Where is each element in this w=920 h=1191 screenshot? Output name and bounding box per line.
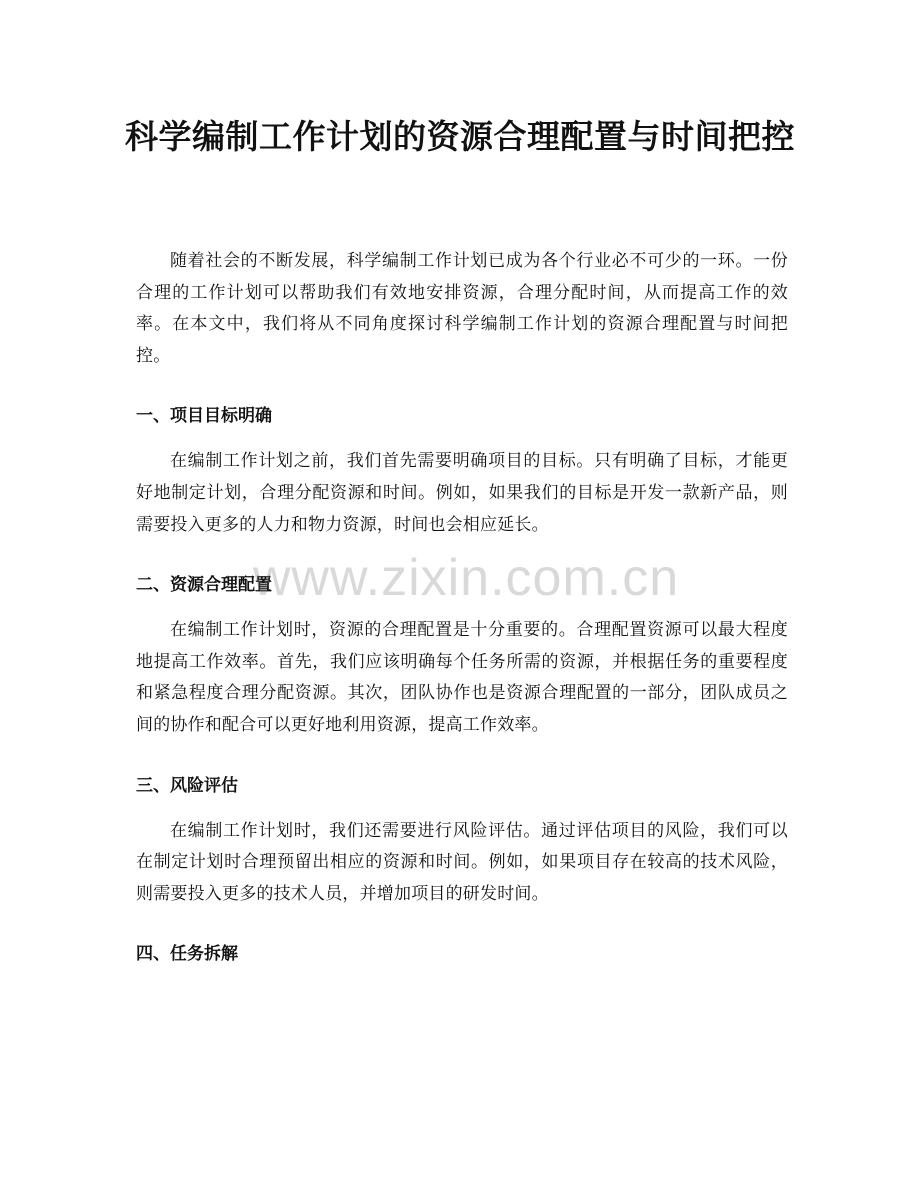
section-body-goal: 在编制工作计划之前，我们首先需要明确项目的目标。只有明确了目标，才能更好地制定计划，合理分配资源和时间。例如，如果我们的目标是开发一款新产品，则需要投入更多的人力和物力资源，时间也会相应延长。: [136, 451, 788, 535]
section-body-risk: 在编制工作计划时，我们还需要进行风险评估。通过评估项目的风险，我们可以在制定计划时合理预留出相应的资源和时间。例如，如果项目存在较高的技术风险，则需要投入更多的技术人员，并增加项目的研发时间。: [136, 820, 788, 904]
document-body: [136, 246, 788, 968]
watermark: www.zixin.com.cn: [252, 549, 680, 607]
intro-paragraph: 随着社会的不断发展，科学编制工作计划已成为各个行业必不可少的一环。一份合理的工作计划可以帮助我们有效地安排资源，合理分配时间，从而提高工作的效率。在本文中，我们将从不同角度探讨科学编制工作计划的资源合理配置与时间把控。: [136, 251, 788, 366]
section-heading-risk: 三、风险评估: [136, 775, 238, 796]
document-title: 科学编制工作计划的资源合理配置与时间把控: [125, 117, 795, 156]
section-body-resources: 在编制工作计划时，资源的合理配置是十分重要的。合理配置资源可以最大程度地提高工作效率。首先，我们应该明确每个任务所需的资源，并根据任务的重要程度和紧急程度合理分配资源。其次，团队协作也是资源合理配置的一部分，团队成员之间的协作和配合可以更好地利用资源，提高工作效率。: [136, 620, 788, 735]
section-heading-resources: 二、资源合理配置: [136, 575, 272, 596]
section-heading-goal: 一、项目目标明确: [136, 406, 272, 427]
section-heading-tasks: 四、任务拆解: [136, 944, 238, 965]
